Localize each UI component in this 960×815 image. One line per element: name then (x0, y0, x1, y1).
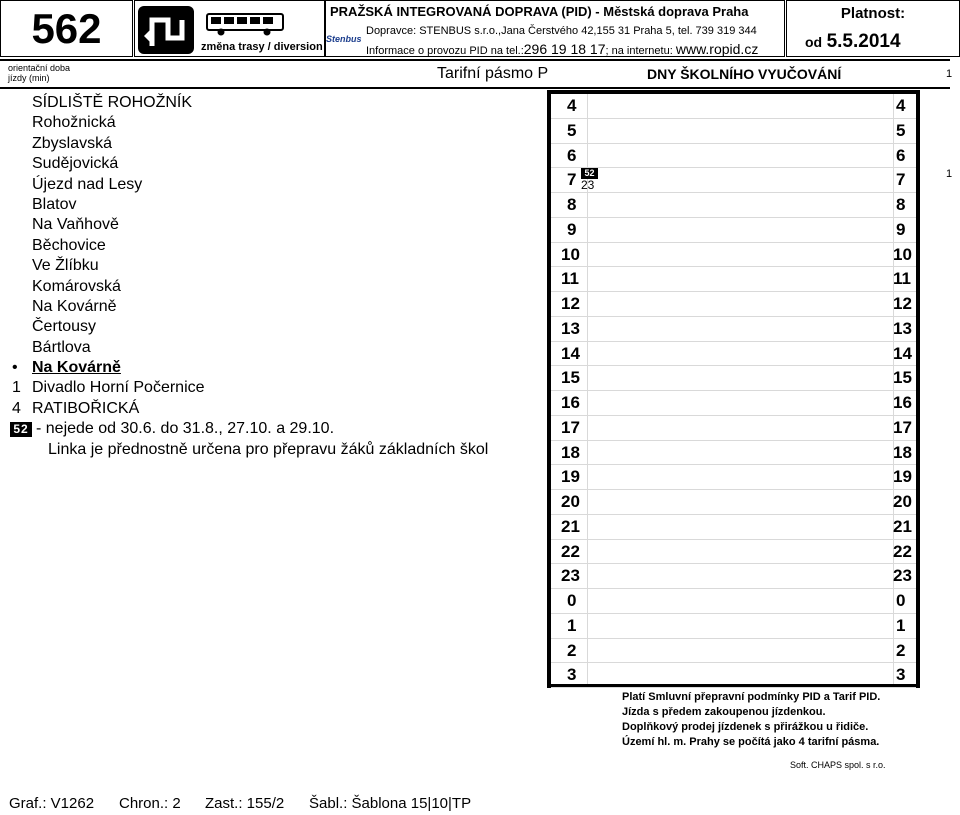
validity-label: Platnost: (840, 5, 906, 22)
hour-left: 10 (561, 244, 580, 264)
hour-right: 20 (893, 492, 912, 511)
diversion-panel (134, 0, 325, 57)
tariff-zone: Tarifní pásmo P (437, 65, 549, 82)
hour-row (551, 193, 916, 218)
hour-row (551, 267, 916, 292)
carrier-line: Dopravce: STENBUS s.r.o.,Jana Čerstvého 42,155 31 Praha 5, tel. 739 319 344 (366, 25, 757, 37)
hour-row (551, 292, 916, 317)
stop-item (12, 399, 532, 419)
hour-row (551, 490, 916, 515)
info-phone: 296 19 18 17 (523, 41, 606, 57)
hour-row (551, 366, 916, 391)
hour-row (551, 589, 916, 614)
diversion-label: změna trasy / diversion (201, 41, 323, 53)
stop-item (12, 236, 532, 256)
footer-zast: Zast.: 155/2 (205, 795, 285, 812)
side-number: 1 (946, 168, 953, 180)
operator-logo: Stenbus (326, 34, 362, 44)
hour-left: 4 (567, 96, 577, 115)
hour-left: 7 (567, 170, 577, 190)
stop-mark: 1 (12, 379, 21, 397)
stop-item (12, 338, 532, 358)
footnote-line-2 (12, 440, 532, 460)
hour-left: 16 (561, 393, 580, 412)
days-label: DNY ŠKOLNÍHO VYUČOVÁNÍ (647, 66, 842, 82)
note-item: Platí Smluvní přepravní podmínky PID a Tarif PID. (622, 691, 881, 703)
hour-left: 0 (567, 591, 577, 610)
stop-name: Čertousy (32, 318, 97, 336)
stop-name: Divadlo Horní Počernice (32, 379, 205, 397)
hour-row (551, 564, 916, 589)
stop-item (12, 215, 532, 235)
stop-mark: 4 (12, 399, 21, 417)
hour-row (551, 614, 916, 639)
stop-item (12, 154, 532, 174)
hour-right: 13 (893, 318, 912, 338)
hour-right: 6 (896, 145, 906, 165)
hour-right: 17 (893, 417, 912, 437)
hour-left: 11 (561, 269, 579, 289)
hour-row (551, 342, 916, 367)
stop-name: Újezd nad Lesy (32, 175, 143, 193)
stop-item (12, 317, 532, 337)
hour-row (551, 639, 916, 664)
hour-left: 18 (561, 442, 580, 462)
orient-label-2: jízdy (min) (8, 73, 50, 83)
hour-row (551, 218, 916, 243)
hour-right: 5 (896, 120, 906, 140)
stop-name: Komárovská (32, 277, 121, 295)
hour-row (551, 465, 916, 490)
stop-name: Na Kovárně (32, 359, 121, 377)
line-number: 562 (0, 0, 133, 57)
departure-minute: 23 (581, 178, 595, 193)
org-title: PRAŽSKÁ INTEGROVANÁ DOPRAVA (PID) - Městská doprava Praha (330, 4, 749, 19)
validity-panel (786, 0, 960, 57)
info-mid: ; na internetu: (605, 45, 673, 57)
hour-right: 16 (893, 393, 912, 412)
footer-sabl: Šabl.: Šablona 15|10|TP (309, 795, 472, 812)
hour-left: 21 (561, 516, 580, 536)
stop-name: Na Vaňhově (32, 216, 119, 234)
content-rule (0, 87, 950, 89)
hour-right: 7 (896, 170, 906, 190)
hour-left: 5 (567, 120, 577, 140)
info-web: www.ropid.cz (675, 41, 759, 57)
stop-item (12, 175, 532, 195)
hour-right: 11 (893, 269, 911, 289)
hour-right: 9 (896, 219, 906, 239)
hour-left: 8 (567, 195, 577, 214)
stop-list (12, 93, 532, 460)
hour-left: 20 (561, 492, 580, 511)
stop-name: Sudějovická (32, 155, 119, 173)
hour-right: 8 (896, 195, 906, 214)
stop-name: Rohožnická (32, 114, 116, 132)
hour-row (551, 119, 916, 144)
stop-item (12, 93, 532, 113)
hour-right: 14 (893, 343, 912, 363)
footnote-text: - nejede od 30.6. do 31.8., 27.10. a 29.10. (36, 420, 335, 438)
stop-name: SÍDLIŠTĚ ROHOŽNÍK (32, 94, 193, 111)
hour-row (551, 441, 916, 466)
validity-date-line (805, 31, 901, 53)
stop-name: Blatov (32, 195, 77, 213)
hour-left: 9 (567, 219, 577, 239)
hour-left: 13 (561, 318, 580, 338)
hour-right: 12 (893, 294, 912, 313)
timetable (547, 90, 920, 688)
subheader-rule (0, 59, 950, 61)
hour-right: 2 (896, 640, 906, 660)
orient-label-1: orientační doba (8, 63, 71, 73)
hour-left: 17 (561, 417, 580, 437)
notes (622, 690, 880, 750)
hour-left: 12 (561, 294, 580, 313)
hour-right: 3 (896, 665, 906, 685)
hour-right: 4 (896, 96, 906, 115)
hour-row (551, 243, 916, 268)
hour-left: 14 (561, 343, 580, 363)
hour-right: 0 (896, 591, 906, 610)
hour-left: 6 (567, 145, 577, 165)
stop-item (12, 297, 532, 317)
departure-cell (581, 168, 601, 192)
stop-item (12, 378, 532, 398)
note-item: Jízda s předem zakoupenou jízdenkou. (622, 706, 826, 718)
hour-right: 21 (893, 516, 912, 536)
stop-item (12, 134, 532, 154)
page-number: 1 (946, 68, 953, 80)
hour-right: 18 (893, 442, 912, 462)
validity-date: 5.5.2014 (826, 31, 901, 52)
stop-item (12, 256, 532, 276)
note-item: Doplňkový prodej jízdenek s přirážkou u řidiče. (622, 721, 869, 733)
footnote-text-2: Linka je přednostně určena pro přepravu žáků základních škol (48, 440, 489, 458)
note-item: Území hl. m. Prahy se počítá jako 4 tarifní pásma. (622, 736, 880, 748)
hour-row (551, 94, 916, 119)
hour-row (551, 144, 916, 169)
stop-item (12, 113, 532, 133)
hour-left: 1 (567, 615, 577, 635)
validity-from: od (805, 34, 823, 50)
info-prefix: Informace o provozu PID na tel.: (366, 45, 524, 57)
hour-left: 2 (567, 640, 577, 660)
stop-name: Zbyslavská (32, 134, 113, 152)
info-panel (325, 0, 785, 57)
hour-left: 3 (567, 665, 577, 685)
diversion-sign-icon (138, 6, 194, 54)
stop-name: Bártlova (32, 338, 91, 356)
hour-right: 10 (893, 244, 912, 264)
hour-row (551, 515, 916, 540)
hour-left: 22 (561, 541, 580, 561)
hour-row (551, 317, 916, 342)
hour-right: 19 (893, 467, 912, 487)
hour-right: 22 (893, 541, 912, 561)
hour-row (551, 168, 916, 193)
hour-row (551, 416, 916, 441)
hour-left: 23 (561, 566, 580, 586)
hour-right: 1 (896, 615, 906, 635)
stop-item (12, 195, 532, 215)
stop-item (12, 277, 532, 297)
stop-name: Na Kovárně (32, 297, 117, 315)
hour-right: 23 (893, 566, 912, 586)
footnote-code: 52 (10, 422, 32, 437)
stop-name: Běchovice (32, 236, 106, 254)
hour-right: 15 (893, 368, 912, 388)
stop-mark: • (12, 359, 18, 377)
stop-item-current (12, 358, 532, 378)
stop-name: RATIBOŘICKÁ (32, 399, 140, 417)
departure-code: 52 (581, 168, 598, 179)
info-line (366, 41, 758, 57)
footer-graf: Graf.: V1262 (9, 795, 95, 812)
software-credit: Soft. CHAPS spol. s r.o. (790, 760, 886, 770)
hour-row (551, 540, 916, 565)
stop-name: Ve Žlíbku (32, 257, 99, 275)
hour-left: 15 (561, 368, 580, 388)
hour-row (551, 663, 916, 688)
bus-icon (205, 11, 285, 37)
hour-row (551, 391, 916, 416)
hour-left: 19 (561, 467, 580, 487)
footnote-line (12, 419, 532, 439)
footer-chron: Chron.: 2 (119, 795, 181, 812)
